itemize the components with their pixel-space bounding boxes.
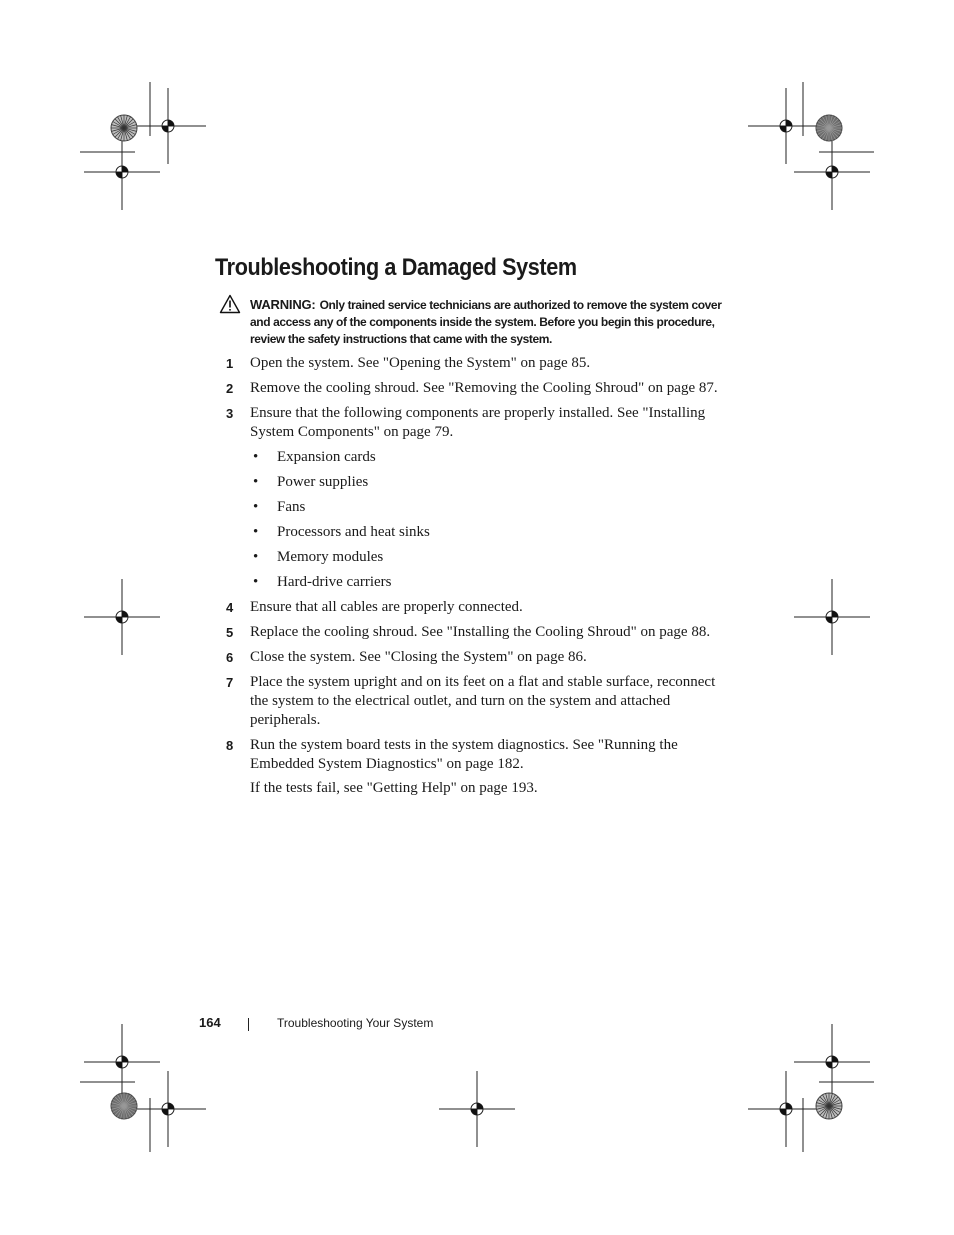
step-6 (226, 648, 726, 667)
step-number: 5 (226, 625, 234, 640)
step-note: If the tests fail, see "Getting Help" on page 193. (250, 780, 538, 796)
page-footer (0, 1015, 954, 1035)
bullet-icon: • (253, 574, 259, 590)
list-item (250, 473, 726, 492)
step-text: Replace the cooling shroud. See "Installing the Cooling Shroud" on page 88. (250, 624, 711, 640)
step-number: 8 (226, 738, 234, 753)
page-title: Troubleshooting a Damaged System (215, 254, 577, 281)
step-text: Ensure that all cables are properly connected. (250, 599, 523, 615)
page-number: 164 (199, 1015, 221, 1030)
footer-divider (248, 1018, 249, 1031)
list-item (250, 498, 726, 517)
step-text: Run the system board tests in the system diagnostics. See "Running the Embedded System Diagnostics" on page 182. (250, 737, 678, 772)
bullet-icon: • (253, 549, 259, 565)
list-item (250, 548, 726, 567)
step-number: 6 (226, 650, 234, 665)
step-5 (226, 623, 726, 642)
step-7 (226, 673, 726, 730)
step-1 (226, 354, 726, 373)
list-item-text: Memory modules (277, 549, 384, 565)
warning-label: WARNING: (250, 297, 316, 312)
bullet-icon: • (253, 524, 259, 540)
list-item-text: Hard-drive carriers (277, 574, 392, 590)
step-number: 7 (226, 675, 234, 690)
step-3 (226, 404, 726, 592)
step-text: Ensure that the following components are properly installed. See "Installing System Components" on page 79. (250, 405, 706, 440)
step-4 (226, 598, 726, 617)
step-number: 3 (226, 406, 234, 421)
step-number: 1 (226, 356, 234, 371)
warning-triangle-icon (219, 294, 241, 314)
list-item-text: Processors and heat sinks (277, 524, 430, 540)
component-list (250, 448, 726, 592)
step-text: Open the system. See "Opening the System" on page 85. (250, 355, 591, 371)
procedure-steps (226, 354, 726, 804)
list-item-text: Expansion cards (277, 449, 376, 465)
step-2 (226, 379, 726, 398)
bullet-icon: • (253, 474, 259, 490)
section-name: Troubleshooting Your System (277, 1016, 434, 1030)
step-8 (226, 736, 726, 798)
step-text: Place the system upright and on its feet on a flat and stable surface, reconnect the system to the electrical outlet, and turn on the system and attached peripherals. (250, 674, 716, 728)
bullet-icon: • (253, 449, 259, 465)
step-number: 2 (226, 381, 234, 396)
warning-text: Only trained service technicians are authorized to remove the system cover and access any of the components inside the system. Before you begin this procedure, review the safety instructions that came with the system. (250, 298, 722, 346)
step-text: Remove the cooling shroud. See "Removing the Cooling Shroud" on page 87. (250, 380, 718, 396)
list-item (250, 573, 726, 592)
step-text: Close the system. See "Closing the System" on page 86. (250, 649, 587, 665)
list-item (250, 448, 726, 467)
list-item-text: Power supplies (277, 474, 369, 490)
warning-notice (250, 296, 730, 348)
step-number: 4 (226, 600, 234, 615)
list-item-text: Fans (277, 499, 306, 515)
bullet-icon: • (253, 499, 259, 515)
list-item (250, 523, 726, 542)
